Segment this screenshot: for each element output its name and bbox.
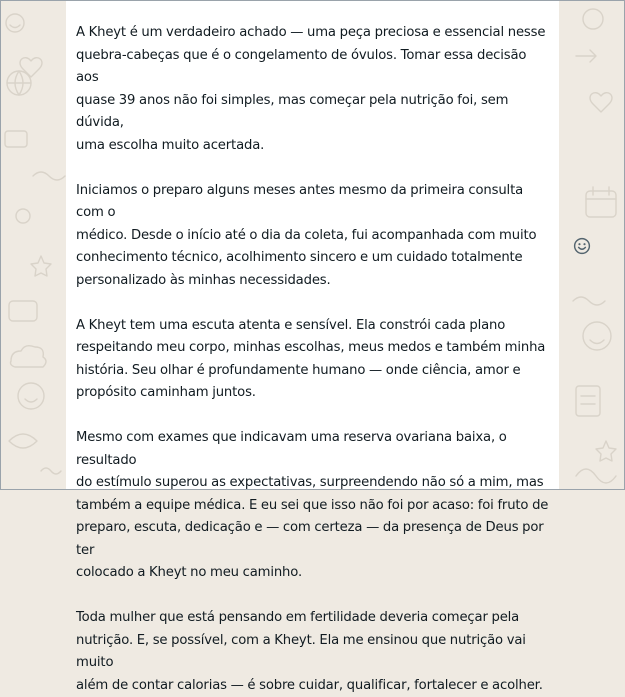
wallpaper-doodle-face-right xyxy=(583,322,611,350)
wallpaper-doodle-face-right-smile xyxy=(590,340,604,344)
wallpaper-doodle-squiggle xyxy=(41,468,61,474)
wallpaper-doodle-wave-right xyxy=(573,297,605,305)
wallpaper-doodle-smile xyxy=(10,25,20,28)
wallpaper-doodle-leaf xyxy=(9,434,37,448)
message-paragraph-1: A Kheyt é um verdadeiro achado — uma peça preciosa e essencial nesse quebra-cabeças que é o congelamento de óvulos. Tomar essa decisão aos quase 39 anos não foi simples, mas começar pela nutrição foi, sem dúvida, uma escolha muito acertada. xyxy=(76,25,546,153)
wallpaper-doodle-note xyxy=(576,386,600,416)
wallpaper-doodle-heart-right xyxy=(590,93,612,112)
wallpaper-doodle-heart xyxy=(20,58,42,77)
wallpaper-doodle-wave xyxy=(33,172,65,180)
wallpaper-doodle-circle-right xyxy=(583,9,603,29)
message-paragraph-2: Iniciamos o preparo alguns meses antes mesmo da primeira consulta com o médico. Desde o início até o dia da coleta, fui acompanhada com muito conhecimento técnico, acolhimento sincero e um cuidado totalmente personalizado às minhas necessidades. xyxy=(76,182,537,288)
wallpaper-doodle-loop xyxy=(576,469,616,483)
wallpaper-doodle-arrow xyxy=(576,50,596,62)
message-paragraph-3: A Kheyt tem uma escuta atenta e sensível. Ela constrói cada plano respeitando meu corpo, minhas escolhas, meus medos e também minha história. Seu olhar é profundamente humano — onde ciência, amor e propósito caminham juntos. xyxy=(76,317,546,400)
wallpaper-doodle-calendar-top xyxy=(586,187,616,199)
wallpaper-doodle-cloud xyxy=(11,346,47,367)
wallpaper-doodle-calendar xyxy=(586,191,616,217)
wallpaper-doodle-circle xyxy=(6,14,24,32)
wallpaper-doodle-star-right xyxy=(596,441,616,461)
message-paragraph-4: Mesmo com exames que indicavam uma reserva ovariana baixa, o resultado do estímulo superou as expectativas, surpreendendo não só a mim, mas também a equipe médica. E eu sei que isso não foi por acaso: foi fruto de preparo, escuta, dedicação e — com certeza — da presença de Deus por ter colocado a Kheyt no meu caminho. xyxy=(76,430,549,580)
wallpaper-doodle-ring xyxy=(16,209,30,223)
message-paragraph-5: Toda mulher que está pensando em fertilidade deveria começar pela nutrição. E, se possível, com a Kheyt. Ela me ensinou que nutrição vai muito além de contar calorias — é sobre cuidar, qualificar, fortalecer e acolher. xyxy=(76,610,543,693)
smiley-icon xyxy=(573,237,591,255)
wallpaper-doodle-card xyxy=(5,131,27,147)
wallpaper-doodle-star xyxy=(31,256,51,276)
wallpaper-doodle-face-smile xyxy=(25,399,37,402)
wallpaper-doodle-box xyxy=(9,301,37,321)
emoji-reaction-button[interactable] xyxy=(570,234,594,258)
wallpaper-doodle-note-lines xyxy=(581,396,595,404)
wallpaper-doodle-face xyxy=(18,383,44,409)
message-bubble[interactable] xyxy=(66,1,559,693)
